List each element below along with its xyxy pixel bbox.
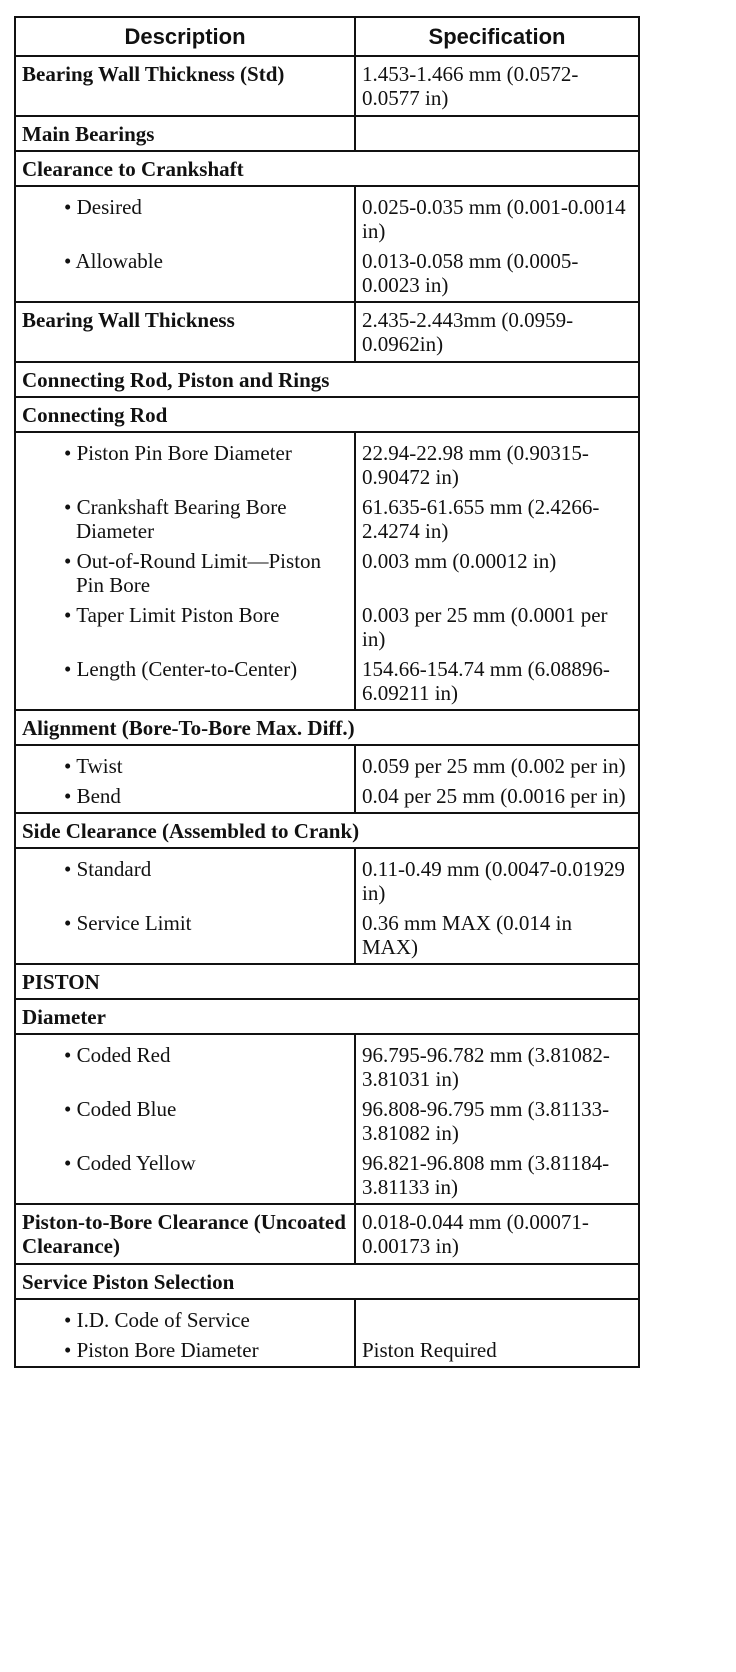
row-spec: 0.36 mm MAX (0.014 in MAX) — [355, 909, 639, 964]
table-row — [15, 1336, 639, 1367]
table-row — [15, 655, 639, 710]
section-heading: Service Piston Selection — [15, 1264, 639, 1299]
section-heading: Clearance to Crankshaft — [15, 151, 639, 186]
section-heading: Diameter — [15, 999, 639, 1034]
row-spec — [355, 116, 639, 151]
row-description: • Allowable — [15, 247, 355, 302]
section-row — [15, 397, 639, 432]
table-row — [15, 56, 639, 116]
row-spec: 22.94-22.98 mm (0.90315-0.90472 in) — [355, 432, 639, 493]
row-spec: 61.635-61.655 mm (2.4266-2.4274 in) — [355, 493, 639, 547]
row-spec: 0.018-0.044 mm (0.00071-0.00173 in) — [355, 1204, 639, 1264]
row-description: • Service Limit — [15, 909, 355, 964]
table-row — [15, 1034, 639, 1095]
section-heading: Connecting Rod — [15, 397, 639, 432]
table-row — [15, 1299, 639, 1336]
row-description: • I.D. Code of Service — [15, 1299, 355, 1336]
row-spec: Piston Required — [355, 1336, 639, 1367]
row-description: Main Bearings — [15, 116, 355, 151]
row-description: • Desired — [15, 186, 355, 247]
table-row — [15, 745, 639, 782]
row-spec: 2.435-2.443mm (0.0959-0.0962in) — [355, 302, 639, 362]
section-row — [15, 813, 639, 848]
section-row — [15, 151, 639, 186]
row-description: Bearing Wall Thickness — [15, 302, 355, 362]
table-row — [15, 432, 639, 493]
row-description: • Taper Limit Piston Bore — [15, 601, 355, 655]
spec-table — [14, 16, 640, 1368]
table-row — [15, 1204, 639, 1264]
specification-header: Specification — [355, 17, 639, 56]
row-spec: 0.04 per 25 mm (0.0016 per in) — [355, 782, 639, 813]
row-spec: 96.808-96.795 mm (3.81133-3.81082 in) — [355, 1095, 639, 1149]
row-spec: 0.003 mm (0.00012 in) — [355, 547, 639, 601]
table-row — [15, 302, 639, 362]
row-spec: 0.003 per 25 mm (0.0001 per in) — [355, 601, 639, 655]
section-row — [15, 1264, 639, 1299]
row-spec: 154.66-154.74 mm (6.08896-6.09211 in) — [355, 655, 639, 710]
section-heading: Alignment (Bore-To-Bore Max. Diff.) — [15, 710, 639, 745]
row-description: • Piston Pin Bore Diameter — [15, 432, 355, 493]
header-row — [15, 17, 639, 56]
section-heading: Side Clearance (Assembled to Crank) — [15, 813, 639, 848]
section-heading: PISTON — [15, 964, 639, 999]
section-row — [15, 362, 639, 397]
row-spec: 96.795-96.782 mm (3.81082-3.81031 in) — [355, 1034, 639, 1095]
table-row — [15, 116, 639, 151]
row-spec: 0.025-0.035 mm (0.001-0.0014 in) — [355, 186, 639, 247]
row-spec: 1.453-1.466 mm (0.0572-0.0577 in) — [355, 56, 639, 116]
section-row — [15, 710, 639, 745]
row-description: • Twist — [15, 745, 355, 782]
table-row — [15, 909, 639, 964]
row-description: • Bend — [15, 782, 355, 813]
table-row — [15, 1095, 639, 1149]
row-spec: 96.821-96.808 mm (3.81184-3.81133 in) — [355, 1149, 639, 1204]
row-description: • Coded Blue — [15, 1095, 355, 1149]
row-spec: 0.059 per 25 mm (0.002 per in) — [355, 745, 639, 782]
row-description: • Piston Bore Diameter — [15, 1336, 355, 1367]
description-header: Description — [15, 17, 355, 56]
table-row — [15, 547, 639, 601]
row-description: • Length (Center-to-Center) — [15, 655, 355, 710]
table-row — [15, 247, 639, 302]
row-description: Piston-to-Bore Clearance (Uncoated Clearance) — [15, 1204, 355, 1264]
row-description: • Coded Yellow — [15, 1149, 355, 1204]
row-description: • Coded Red — [15, 1034, 355, 1095]
table-row — [15, 601, 639, 655]
row-description: Bearing Wall Thickness (Std) — [15, 56, 355, 116]
table-row — [15, 186, 639, 247]
row-description: • Standard — [15, 848, 355, 909]
table-row — [15, 493, 639, 547]
row-description: • Crankshaft Bearing Bore Diameter — [15, 493, 355, 547]
spec-table-container — [14, 16, 638, 1368]
section-row — [15, 999, 639, 1034]
section-heading: Connecting Rod, Piston and Rings — [15, 362, 639, 397]
row-description: • Out-of-Round Limit—Piston Pin Bore — [15, 547, 355, 601]
row-spec: 0.013-0.058 mm (0.0005-0.0023 in) — [355, 247, 639, 302]
row-spec — [355, 1299, 639, 1336]
table-row — [15, 1149, 639, 1204]
row-spec: 0.11-0.49 mm (0.0047-0.01929 in) — [355, 848, 639, 909]
table-row — [15, 848, 639, 909]
section-row — [15, 964, 639, 999]
table-row — [15, 782, 639, 813]
